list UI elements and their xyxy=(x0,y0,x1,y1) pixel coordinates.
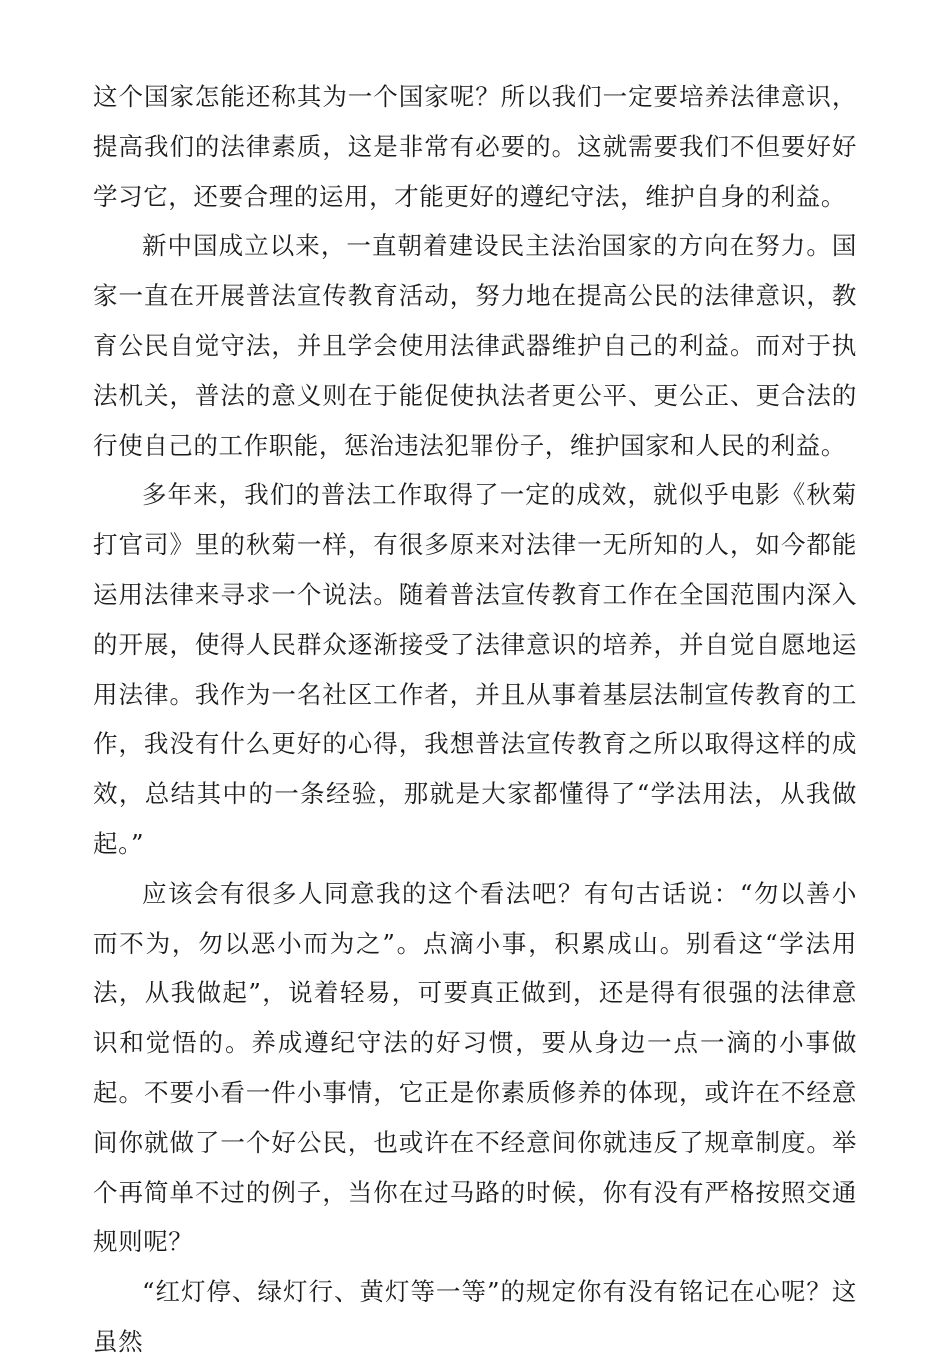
paragraph: 新中国成立以来，一直朝着建设民主法治国家的方向在努力。国家一直在开展普法宣传教育活动，努力地在提高公民的法律意识，教育公民自觉守法，并且学会使用法律武器维护自己的利益。而对于执法机关，普法的意义则在于能促使执法者更公平、更公正、更合法的行使自己的工作职能，惩治违法犯罪份子，维护国家和人民的利益。 xyxy=(93,231,857,460)
paragraph: “红灯停、绿灯行、黄灯等一等”的规定你有没有铭记在心呢？这虽然 xyxy=(93,1277,857,1356)
document-body xyxy=(93,72,857,1367)
paragraph-continued: 这个国家怎能还称其为一个国家呢？所以我们一定要培养法律意识，提高我们的法律素质，这是非常有必要的。这就需要我们不但要好好学习它，还要合理的运用，才能更好的遵纪守法，维护自身的利益。 xyxy=(93,82,857,211)
paragraph: 多年来，我们的普法工作取得了一定的成效，就似乎电影《秋菊打官司》里的秋菊一样，有很多原来对法律一无所知的人，如今都能运用法律来寻求一个说法。随着普法宣传教育工作在全国范围内深入的开展，使得人民群众逐渐接受了法律意识的培养，并自觉自愿地运用法律。我作为一名社区工作者，并且从事着基层法制宣传教育的工作，我没有什么更好的心得，我想普法宣传教育之所以取得这样的成效，总结其中的一条经验，那就是大家都懂得了“学法用法，从我做起。” xyxy=(93,480,857,858)
paragraph: 应该会有很多人同意我的这个看法吧？有句古话说：“勿以善小而不为，勿以恶小而为之”。点滴小事，积累成山。别看这“学法用法，从我做起”，说着轻易，可要真正做到，还是得有很强的法律意识和觉悟的。养成遵纪守法的好习惯，要从身边一点一滴的小事做起。不要小看一件小事情，它正是你素质修养的体现，或许在不经意间你就做了一个好公民，也或许在不经意间你就违反了规章制度。举个再简单不过的例子，当你在过马路的时候，你有没有严格按照交通规则呢？ xyxy=(93,878,857,1257)
